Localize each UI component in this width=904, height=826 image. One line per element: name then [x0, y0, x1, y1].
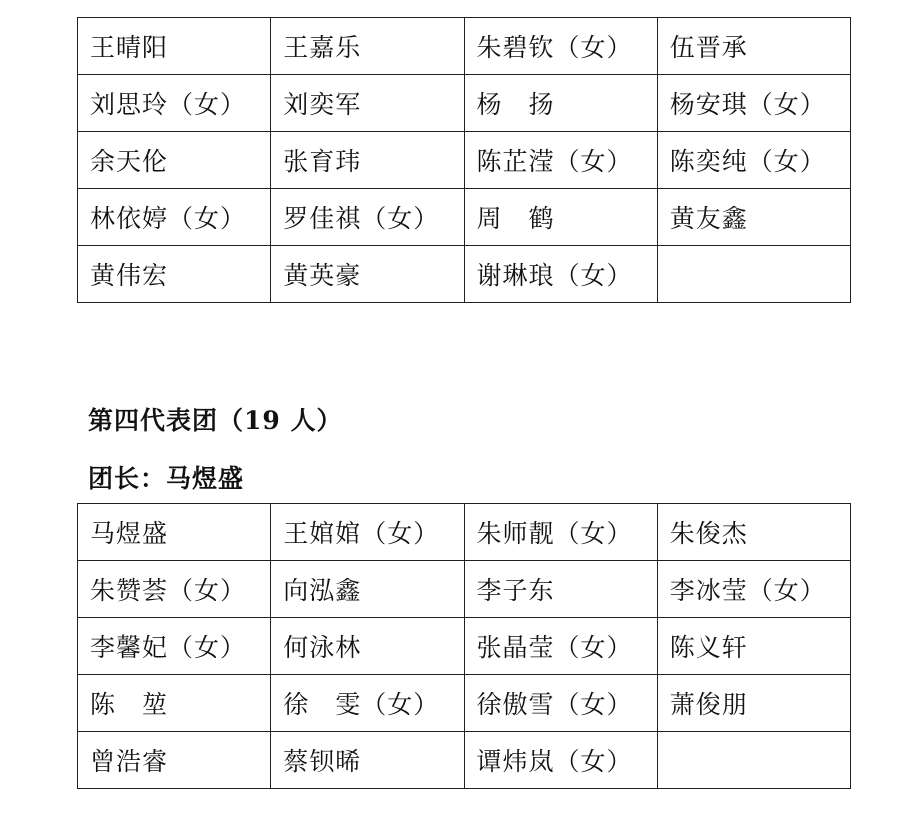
- name-cell: 马煜盛: [78, 504, 271, 561]
- name-cell: 朱碧钦（女）: [464, 18, 657, 75]
- name-cell: 陈芷滢（女）: [464, 132, 657, 189]
- table-row: [78, 75, 851, 132]
- name-cell: 张晶莹（女）: [464, 618, 657, 675]
- empty-cell: [657, 732, 850, 789]
- name-cell: 刘思玲（女）: [78, 75, 271, 132]
- table-row: [78, 675, 851, 732]
- table-row: [78, 18, 851, 75]
- name-cell: 罗佳祺（女）: [271, 189, 464, 246]
- delegation-roster-table-1: [77, 17, 851, 303]
- table-row: [78, 561, 851, 618]
- name-cell: 李馨妃（女）: [78, 618, 271, 675]
- name-cell: 蔡钡晞: [271, 732, 464, 789]
- name-cell: 王嘉乐: [271, 18, 464, 75]
- table-row: [78, 504, 851, 561]
- name-cell: 刘奕军: [271, 75, 464, 132]
- name-cell: 王婠婠（女）: [271, 504, 464, 561]
- name-cell: 陈义轩: [657, 618, 850, 675]
- team-leader-line: 团长：马煜盛: [88, 464, 245, 493]
- table-row: [78, 732, 851, 789]
- name-cell: 李冰莹（女）: [657, 561, 850, 618]
- table-row: [78, 246, 851, 303]
- delegation-roster-table-2: [77, 503, 851, 789]
- name-cell: 余天伦: [78, 132, 271, 189]
- section-title: 第四代表团（19 人）: [88, 406, 343, 435]
- name-cell: 朱赞荟（女）: [78, 561, 271, 618]
- name-cell: 王晴阳: [78, 18, 271, 75]
- name-cell: 向泓鑫: [271, 561, 464, 618]
- name-cell: 周 鹤: [464, 189, 657, 246]
- table-row: [78, 189, 851, 246]
- name-cell: 谭炜岚（女）: [464, 732, 657, 789]
- name-cell: 伍晋承: [657, 18, 850, 75]
- name-cell: 黄英豪: [271, 246, 464, 303]
- name-cell: 朱师靓（女）: [464, 504, 657, 561]
- name-cell: 黄友鑫: [657, 189, 850, 246]
- name-cell: 曾浩睿: [78, 732, 271, 789]
- name-cell: 黄伟宏: [78, 246, 271, 303]
- empty-cell: [657, 246, 850, 303]
- name-cell: 何泳林: [271, 618, 464, 675]
- name-cell: 谢琳琅（女）: [464, 246, 657, 303]
- name-cell: 张育玮: [271, 132, 464, 189]
- name-cell: 李子东: [464, 561, 657, 618]
- table-row: [78, 618, 851, 675]
- name-cell: 杨 扬: [464, 75, 657, 132]
- name-cell: 陈 堃: [78, 675, 271, 732]
- name-cell: 萧俊朋: [657, 675, 850, 732]
- name-cell: 林依婷（女）: [78, 189, 271, 246]
- table-row: [78, 132, 851, 189]
- name-cell: 徐 雯（女）: [271, 675, 464, 732]
- name-cell: 陈奕纯（女）: [657, 132, 850, 189]
- name-cell: 徐傲雪（女）: [464, 675, 657, 732]
- name-cell: 朱俊杰: [657, 504, 850, 561]
- name-cell: 杨安琪（女）: [657, 75, 850, 132]
